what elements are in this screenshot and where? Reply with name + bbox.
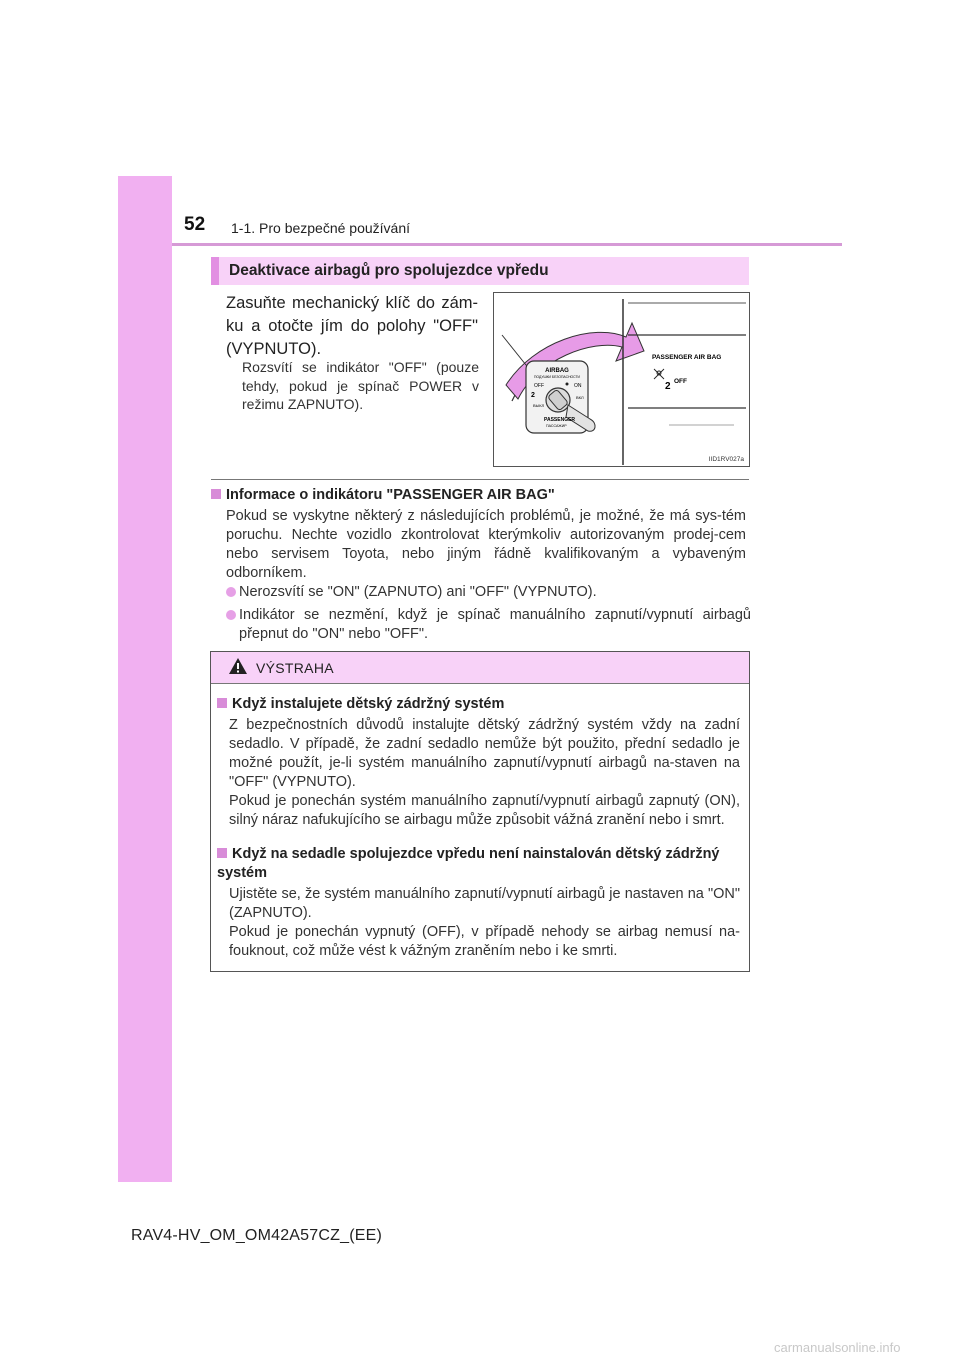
side-tab-band (118, 176, 172, 1182)
warning-paragraph: Ujistěte se, že systém manuálního zapnutí/vypnutí airbagů je nastaven na "ON" (ZAPNUTO). (229, 886, 740, 921)
switch-title: AIRBAG (545, 368, 569, 374)
indicator-off-label: OFF (674, 378, 687, 385)
step-instruction: Zasuňte mechanický klíč do zám-ku a otočte jím do polohy "OFF" (VYPNUTO). (226, 294, 478, 358)
indicator-seat-number: 2 (665, 381, 671, 392)
section-heading-text: Deaktivace airbagů pro spolujezdce vpředu (229, 262, 549, 279)
chapter-title: 1-1. Pro bezpečné používání (231, 220, 411, 236)
list-item (226, 583, 751, 602)
warning-item-body (229, 885, 740, 961)
switch-subtitle: ПОДУШКИ БЕЗОПАСНОСТИ (533, 375, 581, 379)
indicator-title: PASSENGER AIR BAG (652, 354, 722, 361)
warning-paragraph: Pokud je ponechán vypnutý (OFF), v případě nehody se airbag nemusí na-fouknout, což může vést k vážným zraněním nebo i ke smrti. (229, 924, 740, 959)
warning-paragraph: Pokud je ponechán systém manuálního zapnutí/vypnutí airbagů zapnutý (ON), silný náraz nafukujícího se airbagu může způsobit vážná zranění nebo i smrt. (229, 793, 740, 828)
airbag-switch-figure (493, 292, 750, 467)
section-heading (211, 257, 749, 285)
warning-item-heading (217, 695, 742, 714)
switch-on-label: ON (574, 383, 582, 389)
circle-bullet-icon (226, 587, 236, 597)
step-note: Rozsvítí se indikátor "OFF" (pouze tehdy, pokud je spínač POWER v režimu ZAPNUTO). (242, 359, 479, 412)
switch-passenger-label: PASSENGER (544, 417, 576, 423)
warning-title: VÝSTRAHA (256, 660, 334, 676)
section-divider (211, 479, 749, 480)
header-rule (172, 243, 842, 246)
warning-header (211, 652, 749, 684)
square-bullet-icon (211, 489, 221, 499)
warning-item-body (229, 716, 740, 830)
info-heading (211, 487, 555, 503)
info-body: Pokud se vyskytne některý z následujících problémů, je možné, že má sys-tém poruchu. Nechte vozidlo zkontrolovat kterýmkoliv autorizovaným prodej-cem nebo servisem Toyota, nebo jiným řádně kvalifikovaným a vybaveným odborníkem. (226, 508, 746, 581)
list-item-text: Indikátor se nezmění, když je spínač manuálního zapnutí/vypnutí airbagů přepnut do "ON" nebo "OFF". (239, 607, 751, 642)
square-bullet-icon (217, 848, 227, 858)
switch-dot (566, 383, 569, 386)
circle-bullet-icon (226, 610, 236, 620)
figure-code: IID1RV027a (708, 456, 744, 463)
list-item-text: Nerozsvítí se "ON" (ZAPNUTO) ani "OFF" (VYPNUTO). (239, 584, 597, 600)
switch-off-label: OFF (534, 383, 544, 389)
warning-triangle-icon (228, 657, 248, 675)
switch-off-ru-label: ВЫКЛ (533, 403, 545, 408)
footer-doc-code: RAV4-HV_OM_OM42A57CZ_(EE) (131, 1227, 382, 1244)
watermark: carmanualsonline.info (774, 1340, 901, 1355)
airbag-switch-illustration (494, 293, 751, 468)
warning-item-heading-text: Když instalujete dětský zádržný systém (232, 696, 505, 712)
page-number: 52 (184, 214, 206, 235)
list-item (226, 606, 751, 644)
info-heading-text: Informace o indikátoru "PASSENGER AIR BAG" (226, 487, 555, 503)
warning-box (210, 651, 750, 972)
switch-on-ru-label: ВКЛ (576, 395, 584, 400)
warning-item-heading-text: Když na sedadle spolujezdce vpředu není nainstalován dětský zádržný systém (217, 846, 720, 881)
switch-seat-number: 2 (531, 392, 535, 399)
warning-paragraph: Z bezpečnostních důvodů instalujte dětský zádržný systém vždy na zadní sedadlo. V případě, že zadní sedadlo nemůže být použito, přední sedadlo je možné použít, je-li systém manuálního zapnutí/vypnutí airbagů na-staven na "OFF" (VYPNUTO). (229, 717, 740, 790)
switch-passenger-ru-label: ПАССАЖИР (546, 424, 567, 428)
warning-item-heading (217, 845, 745, 883)
square-bullet-icon (217, 698, 227, 708)
